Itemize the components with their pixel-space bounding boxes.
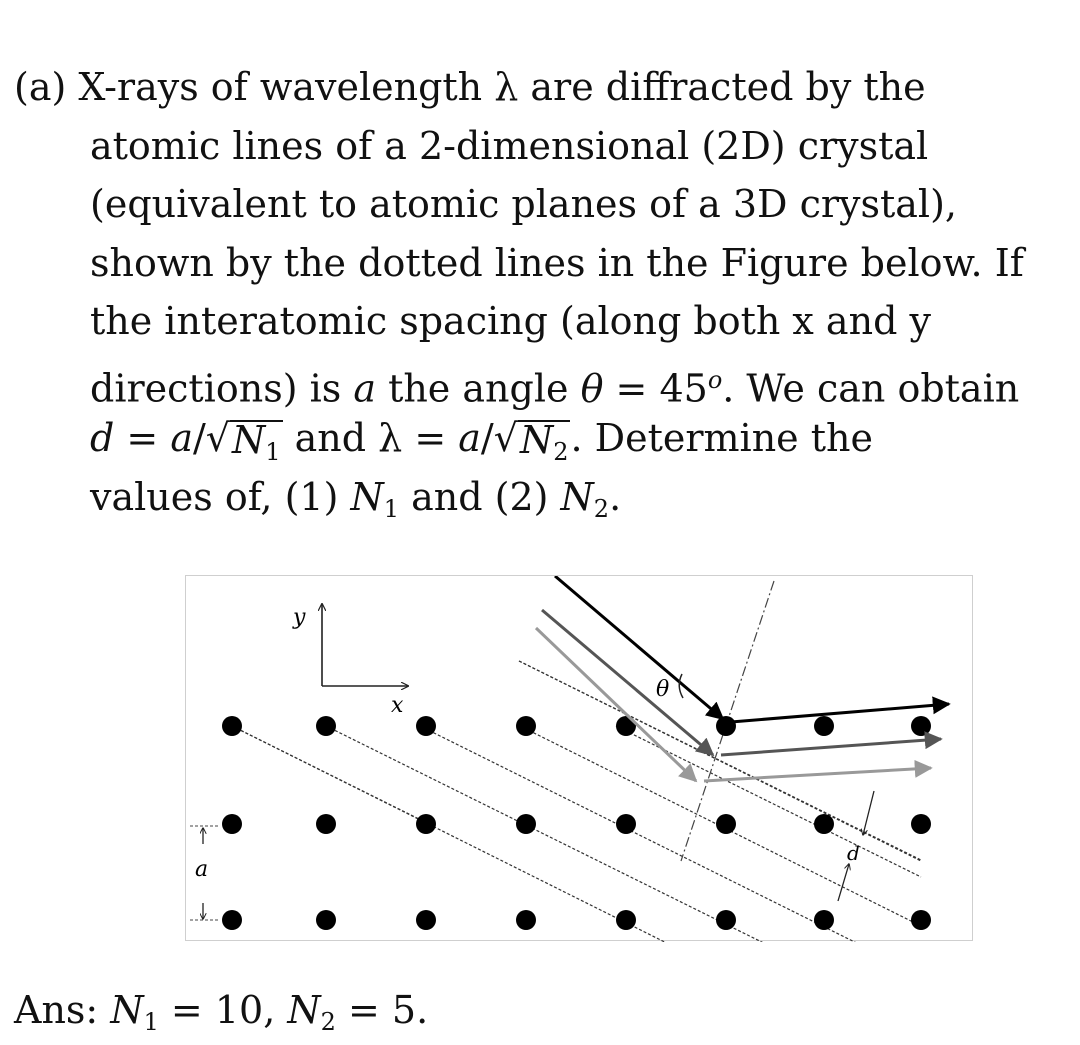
incident-ray-3 — [536, 628, 696, 781]
diffraction-figure — [185, 575, 973, 941]
subscript: 2 — [553, 438, 569, 466]
text: the angle — [375, 366, 581, 411]
atom — [814, 814, 834, 834]
var-d: d — [90, 416, 115, 460]
var-n: N — [287, 988, 321, 1032]
theta-label: θ — [656, 677, 670, 702]
atomic-lines — [232, 661, 921, 942]
var-n: N — [232, 418, 266, 462]
var-theta: θ — [580, 366, 604, 411]
problem-line-7 — [14, 409, 1064, 468]
atom — [716, 716, 736, 736]
text: = 45 — [603, 366, 708, 411]
diffraction-diagram — [186, 576, 974, 942]
sqrt-n2 — [494, 409, 571, 468]
radicand — [230, 418, 283, 466]
text: and — [282, 416, 379, 460]
diffracted-ray-3 — [704, 768, 931, 781]
text: and (2) — [399, 474, 561, 519]
text: directions) is — [90, 366, 354, 411]
problem-line-3: (equivalent to atomic planes of a 3D crystal), — [90, 182, 957, 226]
y-axis-label: y — [293, 605, 306, 630]
answer-text — [14, 988, 429, 1036]
text: = — [114, 416, 171, 460]
problem-line-1: (a) X-rays of wavelength λ are diffracted by the — [14, 65, 926, 109]
degree-sup: o — [707, 365, 723, 394]
atom — [516, 910, 536, 930]
atom — [222, 910, 242, 930]
subscript: 2 — [320, 1008, 336, 1036]
text: / — [192, 416, 206, 460]
diffracted-ray-2 — [721, 739, 941, 755]
text: Ans: — [14, 988, 111, 1032]
atom — [516, 814, 536, 834]
text: = 10, — [158, 988, 288, 1032]
d-label: d — [847, 841, 860, 865]
d-arrow-down — [863, 791, 874, 835]
problem-line-4: shown by the dotted lines in the Figure below. If — [90, 240, 1024, 285]
incident-ray-1 — [555, 576, 723, 719]
text: . — [609, 474, 622, 519]
var-n: N — [519, 418, 554, 462]
radicand — [518, 418, 571, 466]
subscript: 2 — [593, 494, 610, 523]
a-spacing — [190, 826, 220, 920]
problem-text — [14, 58, 1064, 526]
atom — [416, 716, 436, 736]
subscript: 1 — [383, 494, 400, 523]
var-a: a — [458, 416, 481, 460]
atom — [516, 716, 536, 736]
sqrt-n1 — [206, 409, 283, 468]
text: values of, (1) — [90, 474, 351, 519]
text: / — [480, 416, 494, 460]
atom — [222, 716, 242, 736]
var-n: N — [110, 988, 144, 1032]
subscript: 1 — [143, 1008, 159, 1036]
x-axis-label: x — [391, 693, 404, 718]
subscript: 1 — [265, 438, 281, 466]
problem-line-2: atomic lines of a 2-dimensional (2D) crystal — [90, 123, 929, 168]
atom — [416, 814, 436, 834]
atom — [316, 716, 336, 736]
var-a: a — [353, 366, 376, 411]
atom — [616, 814, 636, 834]
problem-line-8 — [14, 468, 1064, 527]
problem-line-6 — [14, 351, 1064, 410]
atomic-line — [326, 726, 921, 942]
atom — [911, 814, 931, 834]
atom — [814, 716, 834, 736]
atom — [316, 910, 336, 930]
text: = — [402, 416, 459, 460]
atom — [616, 910, 636, 930]
atomic-line — [232, 726, 921, 942]
atom — [911, 716, 931, 736]
problem-line-5: the interatomic spacing (along both x and y — [90, 299, 931, 343]
radical-sign: √ — [493, 416, 518, 460]
text: . We can obtain — [722, 366, 1020, 411]
var-lambda: λ — [378, 416, 403, 460]
atom — [316, 814, 336, 834]
d-arrow-up — [838, 864, 849, 901]
axes — [292, 604, 408, 718]
d-spacing — [838, 791, 874, 901]
text: . Determine the — [570, 416, 873, 460]
atom — [716, 910, 736, 930]
var-a: a — [170, 416, 193, 460]
text: = 5. — [335, 988, 429, 1032]
var-n: N — [350, 474, 384, 519]
a-label: a — [195, 857, 209, 882]
atom — [716, 814, 736, 834]
atom — [911, 910, 931, 930]
var-n: N — [560, 474, 594, 519]
atom — [416, 910, 436, 930]
atom — [222, 814, 242, 834]
atom — [814, 910, 834, 930]
radical-sign: √ — [205, 416, 231, 460]
